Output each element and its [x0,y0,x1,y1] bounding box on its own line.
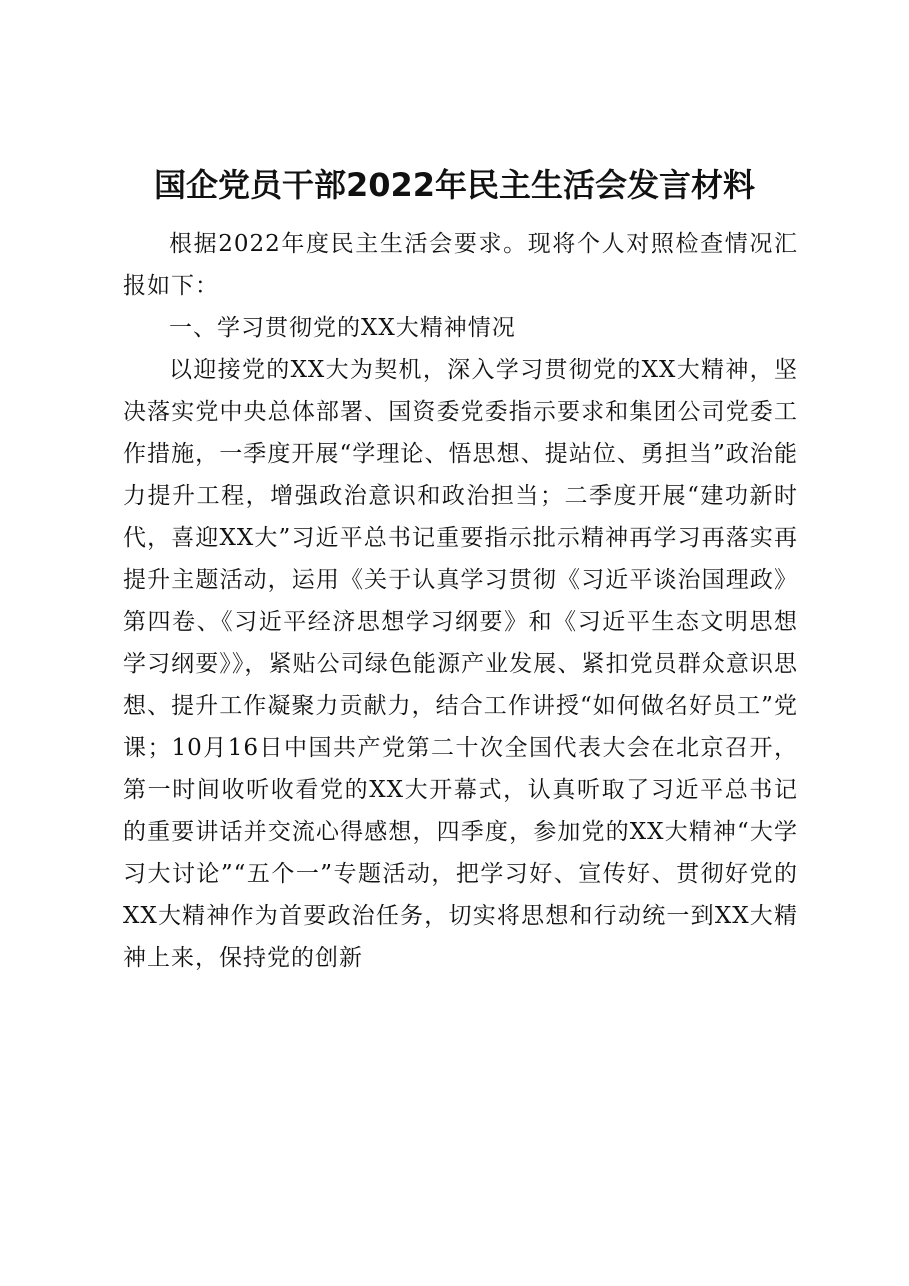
document-title: 国企党员干部2022年民主生活会发言材料 [153,166,756,204]
intro-paragraph: 根据2022年度民主生活会要求。现将个人对照检查情况汇报如下： [123,231,798,299]
document-body [123,223,798,979]
body-paragraph: 以迎接党的XX大为契机，深入学习贯彻党的XX大精神，坚决落实党中央总体部署、国资委党委指示要求和集团公司党委工作措施，一季度开展“学理论、悟思想、提站位、勇担当”政治能力提升工程，增强政治意识和政治担当；二季度开展“建功新时代，喜迎XX大”习近平总书记重要指示批示精神再学习再落实再提升主题活动，运用《关于认真学习贯彻《习近平谈治国理政》第四卷、《习近平经济思想学习纲要》和《习近平生态文明思想学习纲要》》，紧贴公司绿色能源产业发展、紧扣党员群众意识思想、提升工作凝聚力贡献力，结合工作讲授“如何做名好员工”党课；10月16日中国共产党第二十次全国代表大会在北京召开，第一时间收听收看党的XX大开幕式，认真听取了习近平总书记的重要讲话并交流心得感想，四季度，参加党的XX大精神“大学习大讨论”“五个一”专题活动，把学习好、宣传好、贯彻好党的XX大精神作为首要政治任务，切实将思想和行动统一到XX大精神上来，保持党的创新 [123,357,798,971]
section-heading: 一、学习贯彻党的XX大精神情况 [169,315,516,341]
